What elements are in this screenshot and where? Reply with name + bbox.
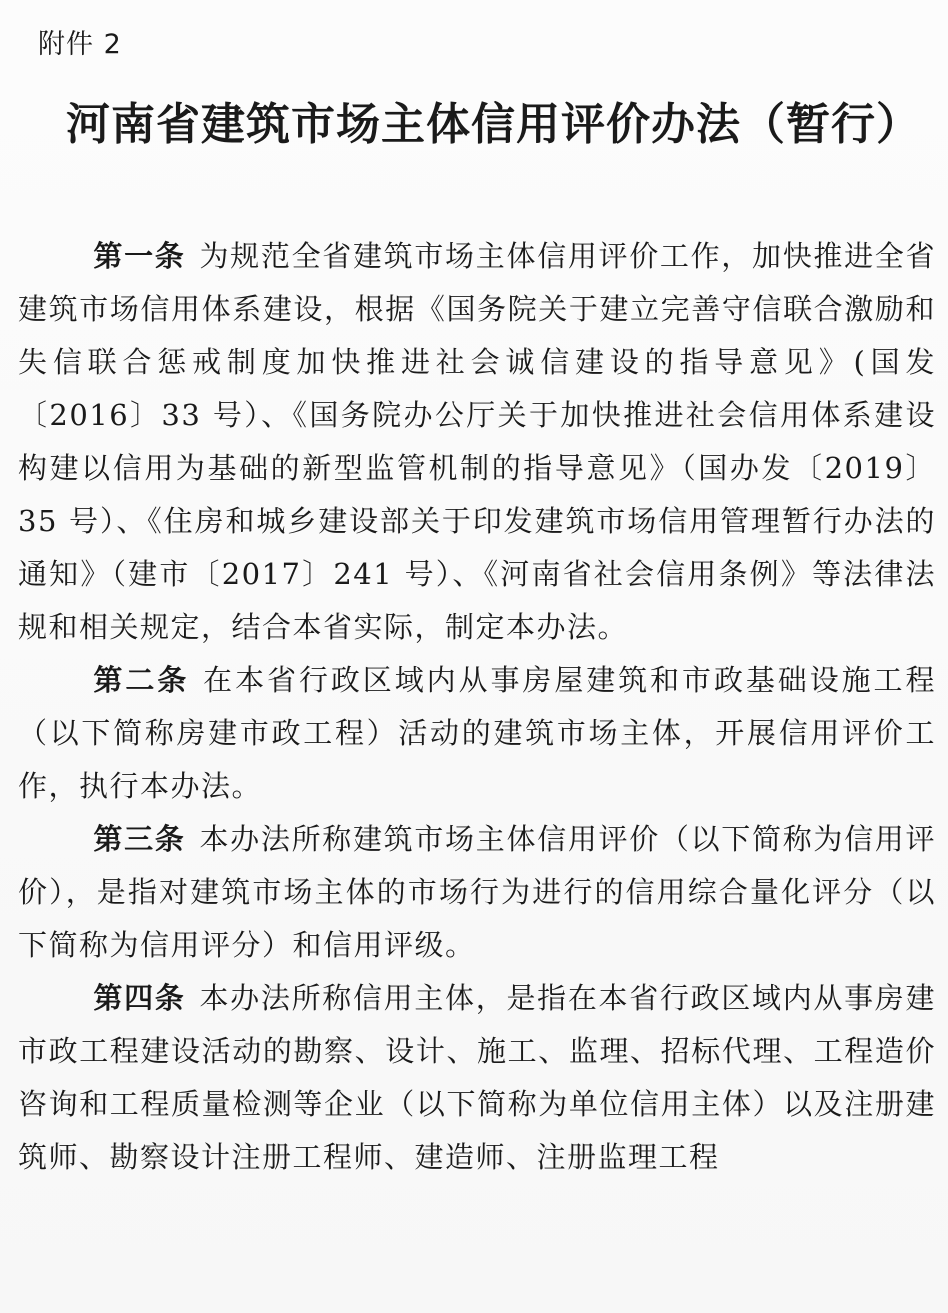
- article-2: [18, 654, 936, 813]
- document-body: [18, 230, 936, 1184]
- article-4-text: 本办法所称信用主体，是指在本省行政区域内从事房建市政工程建设活动的勘察、设计、施工、监理、招标代理、工程造价咨询和工程质量检测等企业（以下简称为单位信用主体）以及注册建筑师、勘察设计注册工程师、建造师、注册监理工程: [18, 981, 936, 1174]
- article-4: [18, 972, 936, 1184]
- article-3-label: 第三条: [93, 822, 186, 856]
- document-title: 河南省建筑市场主体信用评价办法（暂行）: [66, 99, 921, 150]
- article-1-text: 为规范全省建筑市场主体信用评价工作，加快推进全省建筑市场信用体系建设，根据《国务院关于建立完善守信联合激励和失信联合惩戒制度加快推进社会诚信建设的指导意见》(国发〔2016〕33 号）、《国务院办公厅关于加快推进社会信用体系建设构建以信用为基础的新型监管机制的指导意见》（国办发〔2019〕35 号）、《住房和城乡建设部关于印发建筑市场信用管理暂行办法的通知》（建市〔2017〕241 号）、《河南省社会信用条例》等法律法规和相关规定，结合本省实际，制定本办法。: [18, 239, 936, 644]
- article-1-label: 第一条: [93, 239, 186, 273]
- article-4-label: 第四条: [93, 981, 186, 1015]
- article-3: [18, 813, 936, 972]
- article-3-text: 本办法所称建筑市场主体信用评价（以下简称为信用评价），是指对建筑市场主体的市场行为进行的信用综合量化评分（以下简称为信用评分）和信用评级。: [18, 822, 936, 962]
- attachment-label: 附件 2: [38, 29, 122, 60]
- article-2-label: 第二条: [93, 663, 190, 697]
- article-1: [18, 230, 936, 654]
- article-2-text: 在本省行政区域内从事房屋建筑和市政基础设施工程（以下简称房建市政工程）活动的建筑市场主体，开展信用评价工作，执行本办法。: [18, 663, 936, 803]
